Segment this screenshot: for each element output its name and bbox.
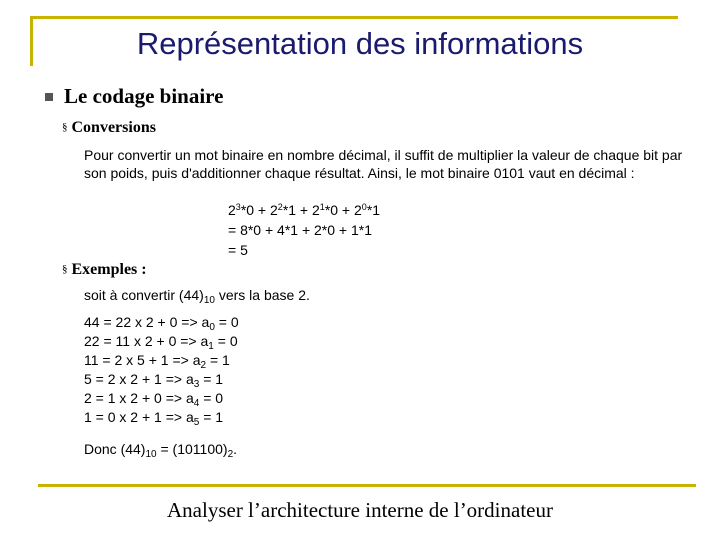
step-line: 22 = 11 x $2 + 0 => a_1 = 0$ bbox=[84, 333, 238, 352]
conversion-paragraph: Pour convertir un mot binaire en nombre décimal, il suffit de multiplier la valeur de chaque bit par son poids, puis d'additionner chaque résultat. Ainsi, le mot binaire 0101 vaut en décimal : bbox=[84, 147, 683, 181]
step-line: 44 = 22 x $2 + 0 => a_0 = 0$ bbox=[84, 314, 239, 333]
footer-text: Analyser l’architecture interne de l’ordinateur bbox=[167, 498, 553, 522]
example-intro: soit à convertir $(44)_{10}$ vers la base 2. bbox=[84, 287, 310, 306]
section-label: Exemples : bbox=[71, 261, 147, 278]
section-marker-icon: § bbox=[62, 263, 68, 275]
formula-line-3: = 5 bbox=[228, 242, 248, 258]
step-line: 11 = 2 x $5 + 1 => a_2 = 1$ bbox=[84, 352, 230, 371]
step-line: 2 = 1 x $2 + 0 => a_4 = 0$ bbox=[84, 390, 224, 409]
slide-title: Représentation des informations bbox=[136, 26, 584, 61]
section-label: Conversions bbox=[71, 119, 156, 136]
formula-line-2: = 8*0 + 4*1 + 2*0 + 1*1 bbox=[228, 222, 373, 238]
conclusion: Donc $(44)_{10} = (101100)_2$. bbox=[84, 441, 238, 460]
heading: Le codage binaire bbox=[64, 84, 224, 108]
step-line: 1 = 0 x $2 + 1 => a_5 = 1$ bbox=[84, 409, 224, 428]
section-exemples bbox=[62, 261, 147, 279]
formula-line-1: $2^3*0 + 2^2*1 + 2^1*0 + 2^0*1$ bbox=[228, 202, 381, 218]
section-conversions bbox=[62, 119, 156, 137]
footer-accent-line bbox=[38, 484, 696, 487]
step-line: 5 = 2 x $2 + 1 => a_3 = 1$ bbox=[84, 371, 224, 390]
section-marker-icon: § bbox=[62, 121, 68, 133]
title-accent-line bbox=[30, 16, 678, 19]
square-bullet-icon bbox=[45, 93, 53, 101]
